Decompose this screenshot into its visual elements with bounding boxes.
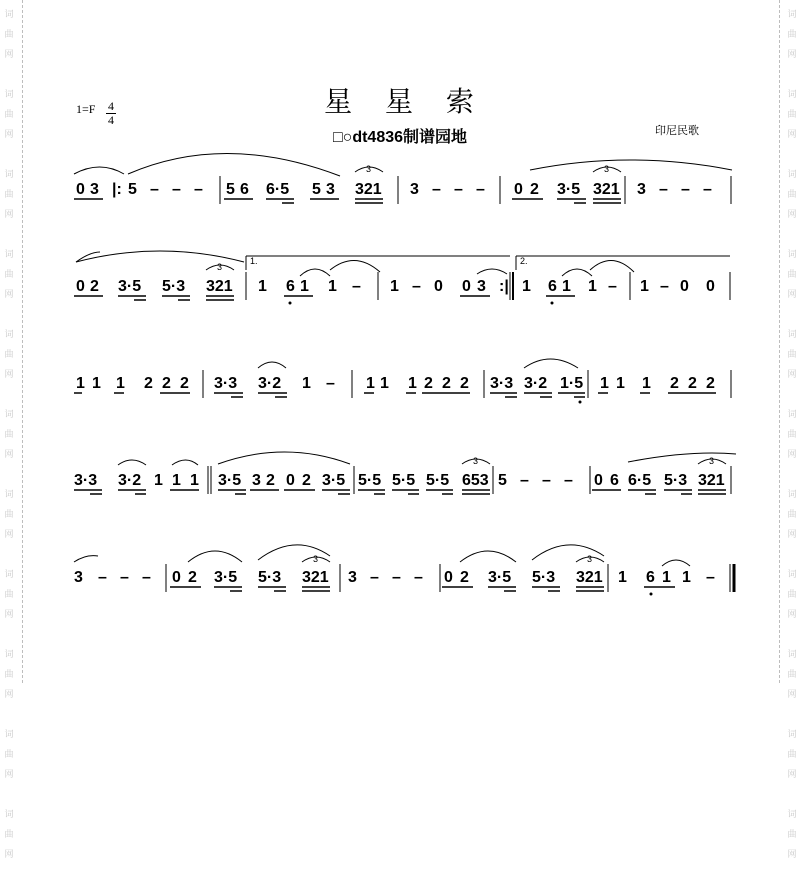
score-row (74, 153, 732, 204)
note: 3·5 (322, 472, 346, 489)
note: 0 (76, 278, 85, 295)
dash: – (352, 278, 361, 295)
time-signature-bottom: 4 (108, 113, 114, 127)
note: 1 (154, 472, 163, 489)
note: 1 (76, 375, 85, 392)
svg-text:3: 3 (366, 164, 372, 174)
repeat-start: |: (112, 181, 122, 198)
note: 1 (366, 375, 375, 392)
note: 321 (355, 181, 382, 198)
dash: – (564, 472, 573, 489)
note: 3·5 (118, 278, 142, 295)
dash: – (454, 181, 463, 198)
song-origin: 印尼民歌 (655, 125, 699, 137)
song-title: 星 星 索 (324, 85, 486, 118)
note: 1 (522, 278, 531, 295)
note: 1 (616, 375, 625, 392)
note: 1 (328, 278, 337, 295)
note: 1 (380, 375, 389, 392)
note: 3 (348, 569, 357, 586)
score-row (74, 359, 731, 404)
note: 0 (706, 278, 715, 295)
note: 5·5 (392, 472, 416, 489)
note: 5·3 (258, 569, 282, 586)
note: 6 (548, 278, 557, 295)
svg-text:3: 3 (313, 554, 319, 564)
note: 1 (600, 375, 609, 392)
dash: – (150, 181, 159, 198)
note: 1 (588, 278, 597, 295)
note: 3·3 (490, 375, 514, 392)
note: 1 (662, 569, 671, 586)
dash: – (194, 181, 203, 198)
note: 3·3 (74, 472, 98, 489)
note: 1 (640, 278, 649, 295)
note: 6 (286, 278, 295, 295)
svg-text:3: 3 (217, 262, 223, 272)
note: 2 (144, 375, 153, 392)
note: 5 (498, 472, 507, 489)
note: 3·5 (218, 472, 242, 489)
note: 3·2 (524, 375, 548, 392)
note: 1 (300, 278, 309, 295)
svg-text:3: 3 (587, 554, 593, 564)
dash: – (703, 181, 712, 198)
svg-text:3: 3 (709, 456, 715, 466)
note: 2 (266, 472, 275, 489)
note: 1 (302, 375, 311, 392)
note: 3 (74, 569, 83, 586)
note: 3·5 (557, 181, 581, 198)
dash: – (706, 569, 715, 586)
note: 2 (302, 472, 311, 489)
note: 0 (680, 278, 689, 295)
note: 2 (688, 375, 697, 392)
note: 6 (240, 181, 249, 198)
note: 2 (90, 278, 99, 295)
note: 321 (302, 569, 329, 586)
note: 1 (190, 472, 199, 489)
note: 1 (258, 278, 267, 295)
dash: – (659, 181, 668, 198)
note: 1 (390, 278, 399, 295)
note: 1 (172, 472, 181, 489)
dash: – (142, 569, 151, 586)
volta-second: 2. (520, 256, 528, 266)
note: 5·5 (426, 472, 450, 489)
note: 2 (460, 569, 469, 586)
svg-text:3: 3 (604, 164, 610, 174)
note: 1·5 (560, 375, 584, 392)
note: 5·3 (532, 569, 556, 586)
dash: – (414, 569, 423, 586)
note: 0 (444, 569, 453, 586)
note: 1 (408, 375, 417, 392)
note: 321 (576, 569, 603, 586)
note: 3 (410, 181, 419, 198)
note: 3 (637, 181, 646, 198)
dash: – (326, 375, 335, 392)
dash: – (172, 181, 181, 198)
dash: – (681, 181, 690, 198)
note: 2 (670, 375, 679, 392)
note: 0 (172, 569, 181, 586)
note: 2 (706, 375, 715, 392)
dash: – (370, 569, 379, 586)
note: 1 (682, 569, 691, 586)
note: 5·3 (162, 278, 186, 295)
score-row (74, 545, 734, 596)
dash: – (608, 278, 617, 295)
note: 2 (180, 375, 189, 392)
dash: – (520, 472, 529, 489)
note: 1 (116, 375, 125, 392)
svg-text:3: 3 (473, 456, 479, 466)
dash: – (476, 181, 485, 198)
key-signature: 1=F (76, 102, 96, 116)
note: 5·3 (664, 472, 688, 489)
note: 2 (188, 569, 197, 586)
note: 5·5 (358, 472, 382, 489)
note: 6·5 (628, 472, 652, 489)
note: 0 (286, 472, 295, 489)
note: 3·3 (214, 375, 238, 392)
dash: – (660, 278, 669, 295)
note: 653 (462, 472, 489, 489)
note: 0 (514, 181, 523, 198)
note: 3 (477, 278, 486, 295)
note: 3·5 (214, 569, 238, 586)
note: 1 (642, 375, 651, 392)
note: 0 (434, 278, 443, 295)
dash: – (432, 181, 441, 198)
note: 2 (442, 375, 451, 392)
dash: – (120, 569, 129, 586)
note: 0 (594, 472, 603, 489)
note: 5 (312, 181, 321, 198)
repeat-end: :| (499, 278, 509, 295)
note: 3 (90, 181, 99, 198)
score-row (74, 251, 730, 305)
note: 2 (460, 375, 469, 392)
note: 3 (326, 181, 335, 198)
time-signature-top: 4 (108, 99, 114, 113)
volta-first: 1. (250, 256, 258, 266)
score-source: □○dt4836制谱园地 (332, 129, 468, 146)
watermark-right: 词 曲 网 词 曲 网 词 曲 网 词 曲 网 词 曲 网 词 曲 网 词 曲 网 词 曲 网 词 曲 网 词 曲 网 词 曲 网 (787, 10, 797, 860)
note: 3·2 (118, 472, 142, 489)
note: 1 (92, 375, 101, 392)
note: 2 (424, 375, 433, 392)
note: 1 (562, 278, 571, 295)
note: 2 (530, 181, 539, 198)
dash: – (98, 569, 107, 586)
dash: – (542, 472, 551, 489)
score-row (74, 452, 736, 494)
watermark-left: 词 曲 网 词 曲 网 词 曲 网 词 曲 网 词 曲 网 词 曲 网 词 曲 网 词 曲 网 词 曲 网 词 曲 网 词 曲 网 (4, 10, 14, 860)
note: 0 (76, 181, 85, 198)
note: 3 (252, 472, 261, 489)
dash: – (412, 278, 421, 295)
note: 321 (698, 472, 725, 489)
note: 321 (206, 278, 233, 295)
note: 6·5 (266, 181, 290, 198)
dash: – (392, 569, 401, 586)
note: 5 (226, 181, 235, 198)
note: 6 (610, 472, 619, 489)
note: 1 (618, 569, 627, 586)
note: 3·2 (258, 375, 282, 392)
note: 5 (128, 181, 137, 198)
note: 0 (462, 278, 471, 295)
note: 2 (162, 375, 171, 392)
note: 321 (593, 181, 620, 198)
note: 3·5 (488, 569, 512, 586)
note: 6 (646, 569, 655, 586)
